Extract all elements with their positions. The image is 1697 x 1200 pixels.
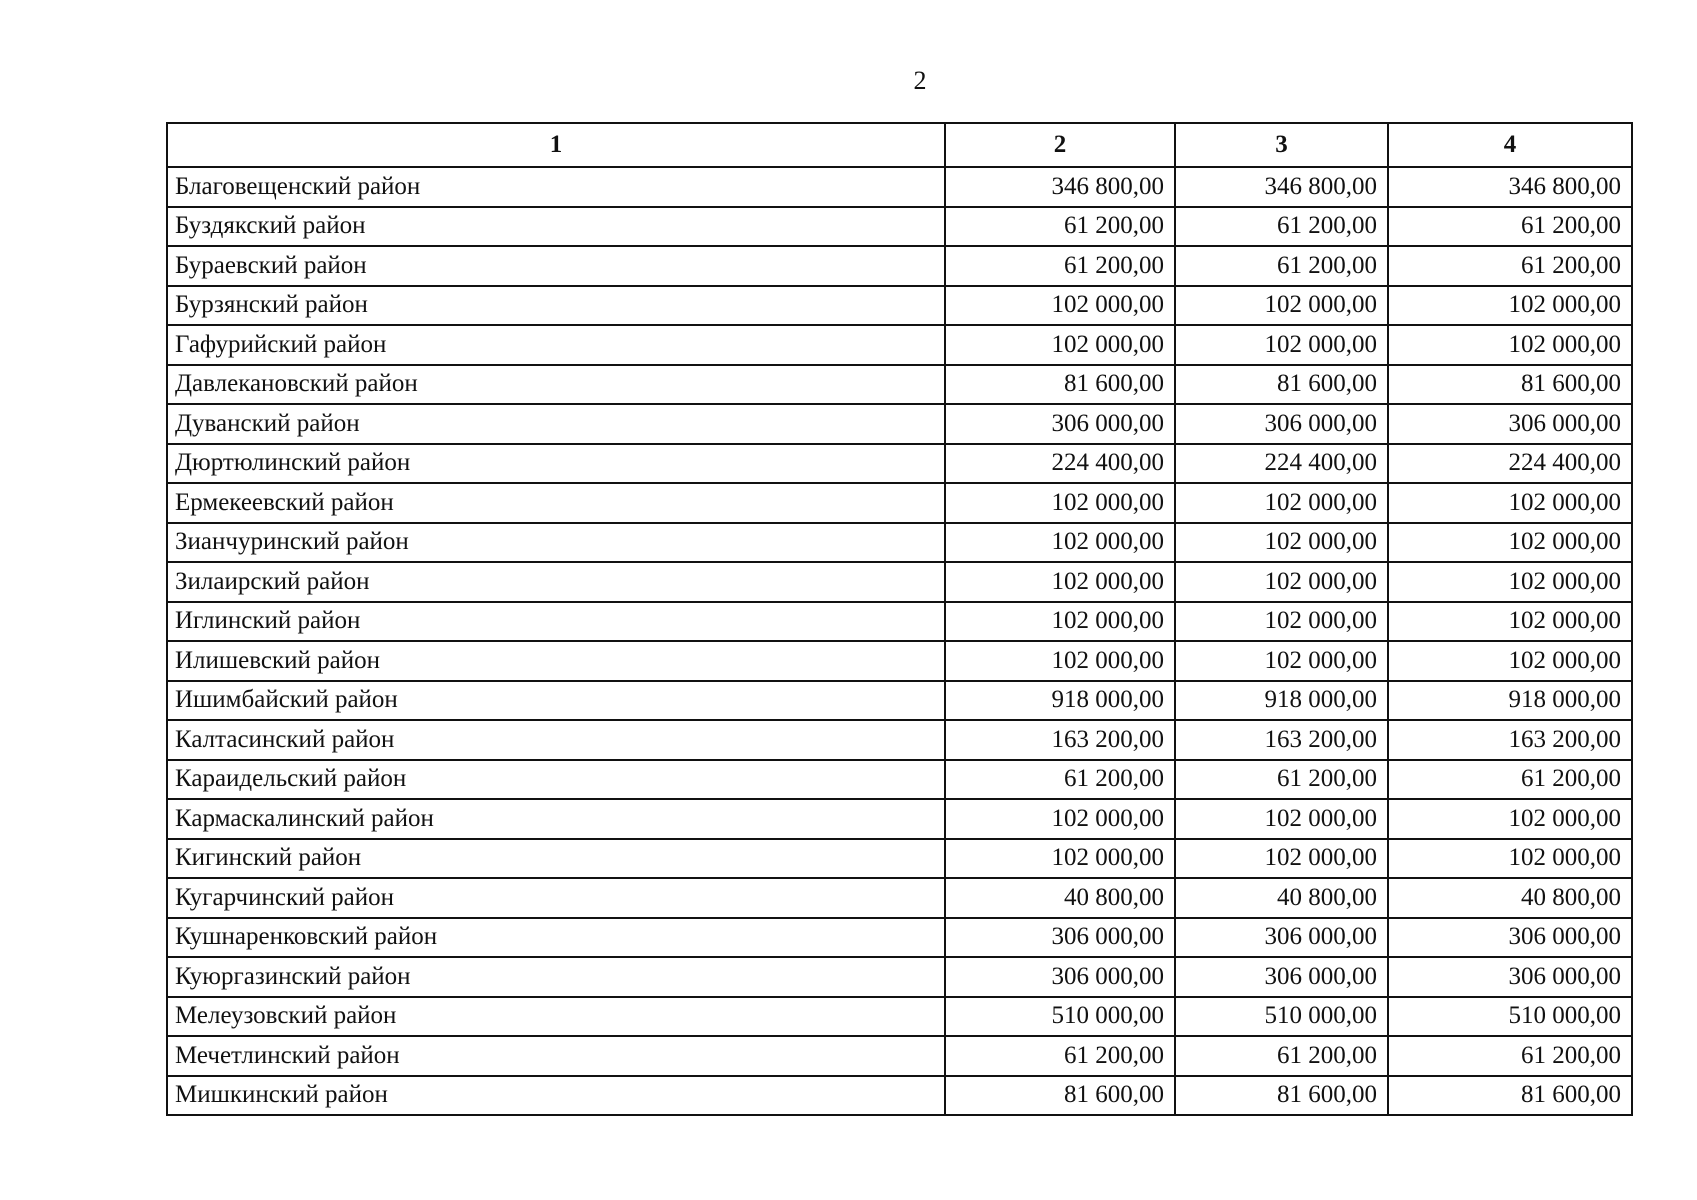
amount-column-3-cell: 102 000,00 xyxy=(1175,839,1388,879)
table-row xyxy=(167,325,1632,365)
amount-column-2-cell: 306 000,00 xyxy=(945,404,1175,444)
amount-column-3-cell: 61 200,00 xyxy=(1175,207,1388,247)
district-name-cell: Куюргазинский район xyxy=(167,957,945,997)
table-row xyxy=(167,483,1632,523)
table-row xyxy=(167,365,1632,405)
amount-column-3-cell: 102 000,00 xyxy=(1175,602,1388,642)
amount-column-4-cell: 102 000,00 xyxy=(1388,286,1632,326)
amount-column-3-cell: 102 000,00 xyxy=(1175,641,1388,681)
table-row xyxy=(167,523,1632,563)
amount-column-4-cell: 61 200,00 xyxy=(1388,760,1632,800)
amount-column-3-cell: 102 000,00 xyxy=(1175,562,1388,602)
district-name-cell: Буздякский район xyxy=(167,207,945,247)
amount-column-2-cell: 102 000,00 xyxy=(945,799,1175,839)
table-row xyxy=(167,720,1632,760)
amount-column-3-cell: 102 000,00 xyxy=(1175,325,1388,365)
amount-column-4-cell: 61 200,00 xyxy=(1388,246,1632,286)
table-row xyxy=(167,918,1632,958)
amount-column-4-cell: 102 000,00 xyxy=(1388,483,1632,523)
table-row xyxy=(167,760,1632,800)
table-row xyxy=(167,444,1632,484)
amount-column-2-cell: 102 000,00 xyxy=(945,523,1175,563)
table-row xyxy=(167,839,1632,879)
amount-column-2-cell: 61 200,00 xyxy=(945,1036,1175,1076)
amount-column-4-cell: 918 000,00 xyxy=(1388,681,1632,721)
table-row xyxy=(167,246,1632,286)
district-name-cell: Иглинский район xyxy=(167,602,945,642)
amount-column-2-cell: 224 400,00 xyxy=(945,444,1175,484)
amount-column-3-cell: 40 800,00 xyxy=(1175,878,1388,918)
amount-column-4-cell: 102 000,00 xyxy=(1388,523,1632,563)
amount-column-4-cell: 102 000,00 xyxy=(1388,325,1632,365)
table-row xyxy=(167,1076,1632,1116)
district-name-cell: Кугарчинский район xyxy=(167,878,945,918)
amount-column-3-cell: 306 000,00 xyxy=(1175,918,1388,958)
amount-column-2-cell: 102 000,00 xyxy=(945,483,1175,523)
amount-column-4-cell: 102 000,00 xyxy=(1388,641,1632,681)
district-name-cell: Зилаирский район xyxy=(167,562,945,602)
amount-column-2-cell: 102 000,00 xyxy=(945,325,1175,365)
district-name-cell: Караидельский район xyxy=(167,760,945,800)
table-row xyxy=(167,207,1632,247)
district-name-cell: Ермекеевский район xyxy=(167,483,945,523)
district-name-cell: Бурзянский район xyxy=(167,286,945,326)
amount-column-4-cell: 306 000,00 xyxy=(1388,918,1632,958)
amount-column-4-cell: 510 000,00 xyxy=(1388,997,1632,1037)
table-header xyxy=(167,123,1632,167)
table-row xyxy=(167,878,1632,918)
amount-column-2-cell: 306 000,00 xyxy=(945,918,1175,958)
column-header-1: 1 xyxy=(167,123,945,167)
budget-table xyxy=(166,122,1633,1116)
amount-column-3-cell: 81 600,00 xyxy=(1175,1076,1388,1116)
amount-column-3-cell: 306 000,00 xyxy=(1175,957,1388,997)
table-row xyxy=(167,957,1632,997)
column-header-4: 4 xyxy=(1388,123,1632,167)
table-row xyxy=(167,286,1632,326)
table-row xyxy=(167,799,1632,839)
district-name-cell: Дюртюлинский район xyxy=(167,444,945,484)
amount-column-3-cell: 306 000,00 xyxy=(1175,404,1388,444)
amount-column-2-cell: 61 200,00 xyxy=(945,246,1175,286)
amount-column-4-cell: 306 000,00 xyxy=(1388,404,1632,444)
table-row xyxy=(167,681,1632,721)
column-header-3: 3 xyxy=(1175,123,1388,167)
district-name-cell: Кушнаренковский район xyxy=(167,918,945,958)
district-name-cell: Ишимбайский район xyxy=(167,681,945,721)
amount-column-3-cell: 61 200,00 xyxy=(1175,246,1388,286)
amount-column-3-cell: 918 000,00 xyxy=(1175,681,1388,721)
district-name-cell: Давлекановский район xyxy=(167,365,945,405)
table-row xyxy=(167,562,1632,602)
amount-column-4-cell: 102 000,00 xyxy=(1388,602,1632,642)
amount-column-2-cell: 346 800,00 xyxy=(945,167,1175,207)
table-body xyxy=(167,167,1632,1115)
amount-column-3-cell: 61 200,00 xyxy=(1175,760,1388,800)
amount-column-4-cell: 346 800,00 xyxy=(1388,167,1632,207)
district-name-cell: Илишевский район xyxy=(167,641,945,681)
district-name-cell: Дуванский район xyxy=(167,404,945,444)
amount-column-2-cell: 510 000,00 xyxy=(945,997,1175,1037)
amount-column-4-cell: 163 200,00 xyxy=(1388,720,1632,760)
district-name-cell: Гафурийский район xyxy=(167,325,945,365)
amount-column-4-cell: 102 000,00 xyxy=(1388,839,1632,879)
amount-column-2-cell: 61 200,00 xyxy=(945,207,1175,247)
table-row xyxy=(167,641,1632,681)
amount-column-3-cell: 81 600,00 xyxy=(1175,365,1388,405)
table-row xyxy=(167,1036,1632,1076)
amount-column-2-cell: 163 200,00 xyxy=(945,720,1175,760)
table-row xyxy=(167,602,1632,642)
amount-column-4-cell: 61 200,00 xyxy=(1388,207,1632,247)
amount-column-2-cell: 102 000,00 xyxy=(945,562,1175,602)
district-name-cell: Мечетлинский район xyxy=(167,1036,945,1076)
amount-column-4-cell: 61 200,00 xyxy=(1388,1036,1632,1076)
amount-column-4-cell: 102 000,00 xyxy=(1388,562,1632,602)
amount-column-4-cell: 224 400,00 xyxy=(1388,444,1632,484)
amount-column-4-cell: 306 000,00 xyxy=(1388,957,1632,997)
amount-column-4-cell: 81 600,00 xyxy=(1388,1076,1632,1116)
amount-column-2-cell: 40 800,00 xyxy=(945,878,1175,918)
budget-table-container xyxy=(166,122,1631,1116)
table-row xyxy=(167,404,1632,444)
amount-column-2-cell: 102 000,00 xyxy=(945,602,1175,642)
amount-column-2-cell: 61 200,00 xyxy=(945,760,1175,800)
amount-column-3-cell: 102 000,00 xyxy=(1175,523,1388,563)
amount-column-3-cell: 102 000,00 xyxy=(1175,483,1388,523)
table-row xyxy=(167,997,1632,1037)
amount-column-2-cell: 81 600,00 xyxy=(945,365,1175,405)
district-name-cell: Мишкинский район xyxy=(167,1076,945,1116)
page-number: 2 xyxy=(913,66,927,95)
amount-column-3-cell: 163 200,00 xyxy=(1175,720,1388,760)
amount-column-3-cell: 224 400,00 xyxy=(1175,444,1388,484)
district-name-cell: Кармаскалинский район xyxy=(167,799,945,839)
amount-column-3-cell: 510 000,00 xyxy=(1175,997,1388,1037)
amount-column-2-cell: 102 000,00 xyxy=(945,839,1175,879)
district-name-cell: Благовещенский район xyxy=(167,167,945,207)
amount-column-2-cell: 918 000,00 xyxy=(945,681,1175,721)
amount-column-4-cell: 102 000,00 xyxy=(1388,799,1632,839)
amount-column-4-cell: 81 600,00 xyxy=(1388,365,1632,405)
header-row xyxy=(167,123,1632,167)
amount-column-3-cell: 102 000,00 xyxy=(1175,286,1388,326)
district-name-cell: Калтасинский район xyxy=(167,720,945,760)
amount-column-2-cell: 102 000,00 xyxy=(945,286,1175,326)
district-name-cell: Бураевский район xyxy=(167,246,945,286)
amount-column-2-cell: 306 000,00 xyxy=(945,957,1175,997)
district-name-cell: Зианчуринский район xyxy=(167,523,945,563)
amount-column-3-cell: 102 000,00 xyxy=(1175,799,1388,839)
amount-column-2-cell: 81 600,00 xyxy=(945,1076,1175,1116)
amount-column-3-cell: 346 800,00 xyxy=(1175,167,1388,207)
district-name-cell: Кигинский район xyxy=(167,839,945,879)
amount-column-3-cell: 61 200,00 xyxy=(1175,1036,1388,1076)
amount-column-4-cell: 40 800,00 xyxy=(1388,878,1632,918)
column-header-2: 2 xyxy=(945,123,1175,167)
district-name-cell: Мелеузовский район xyxy=(167,997,945,1037)
amount-column-2-cell: 102 000,00 xyxy=(945,641,1175,681)
table-row xyxy=(167,167,1632,207)
